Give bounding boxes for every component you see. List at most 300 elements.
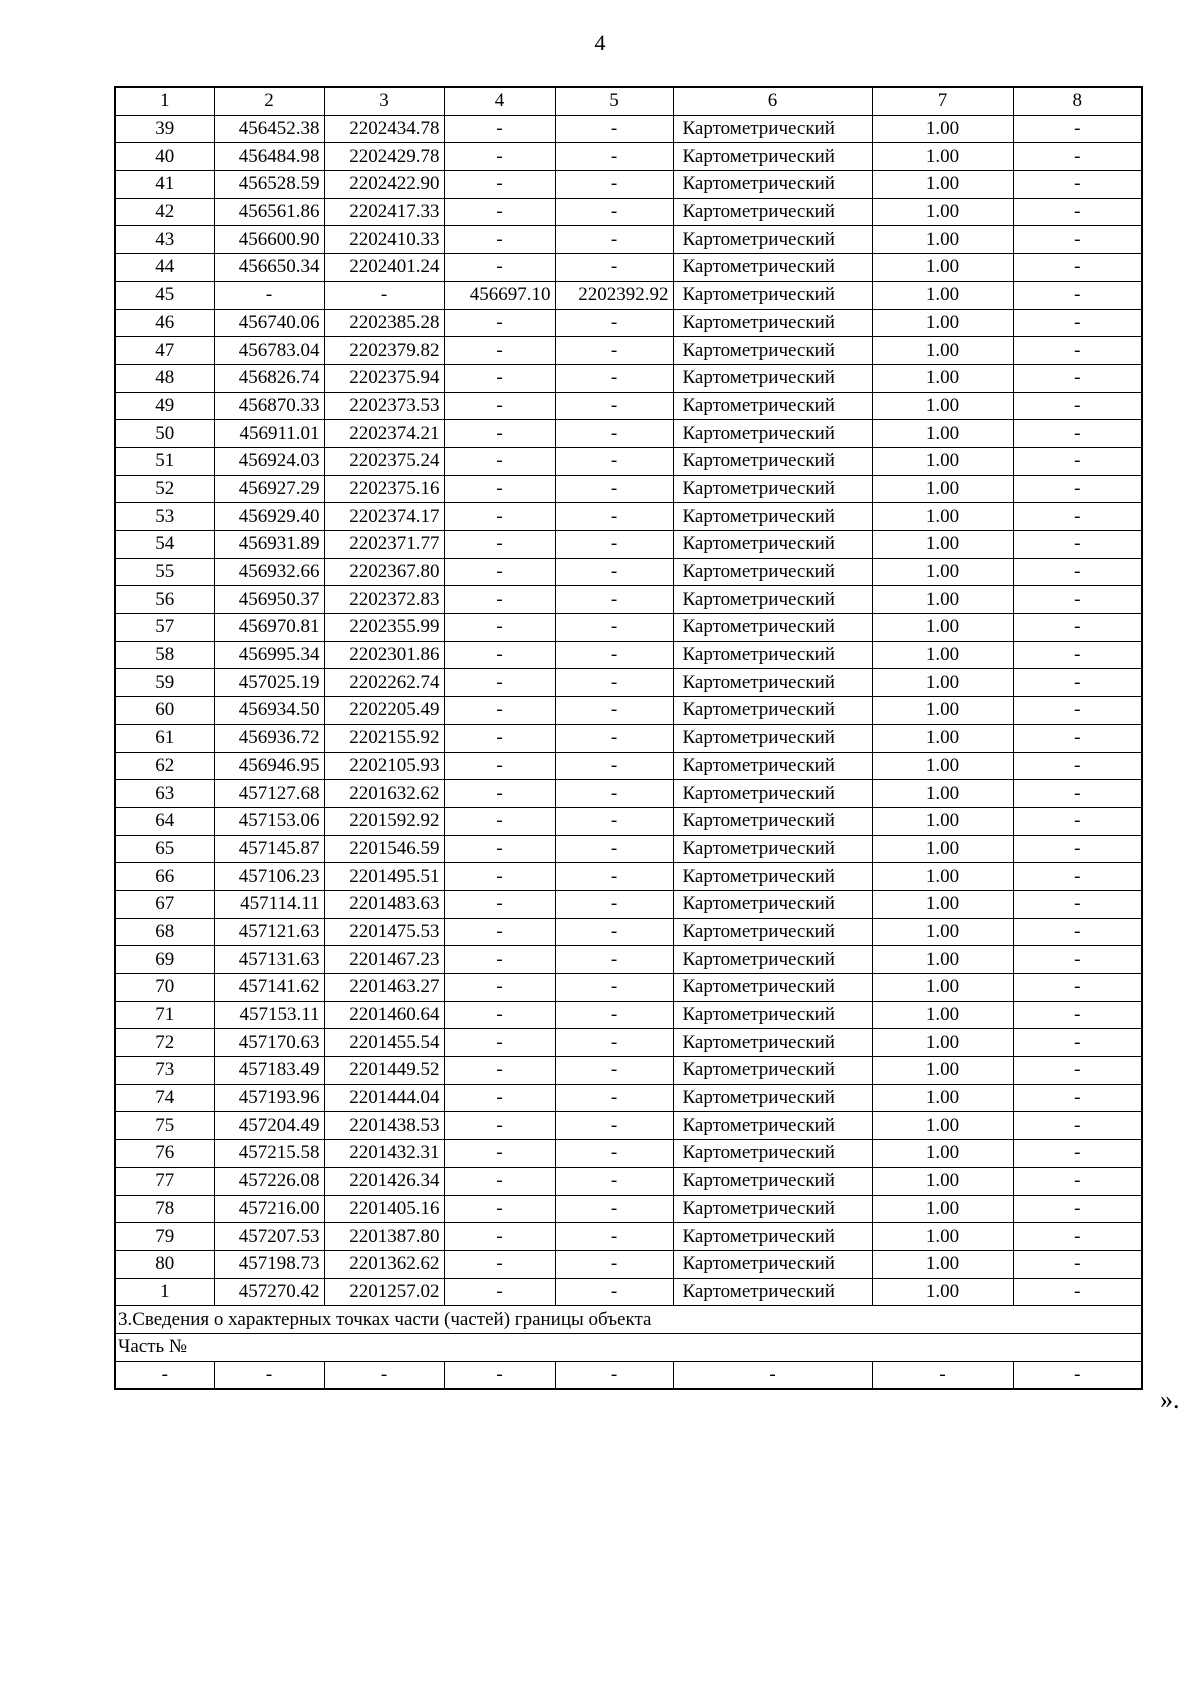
table-cell-col-8: - bbox=[1013, 1195, 1142, 1223]
table-cell-col-1: 56 bbox=[115, 586, 214, 614]
part-label: Часть № bbox=[115, 1333, 1142, 1361]
table-cell-col-8: - bbox=[1013, 1084, 1142, 1112]
table-cell-col-7: 1.00 bbox=[872, 171, 1013, 199]
table-cell-col-1: 55 bbox=[115, 558, 214, 586]
table-cell-col-3: 2201444.04 bbox=[324, 1084, 444, 1112]
table-row bbox=[115, 475, 1142, 503]
table-cell-col-6: Картометрический bbox=[673, 1029, 872, 1057]
table-row bbox=[115, 254, 1142, 282]
column-header-4: 4 bbox=[444, 87, 555, 115]
table-row bbox=[115, 281, 1142, 309]
table-cell-col-4: - bbox=[444, 503, 555, 531]
table-cell-col-8: - bbox=[1013, 807, 1142, 835]
table-cell-col-7: 1.00 bbox=[872, 143, 1013, 171]
column-header-3: 3 bbox=[324, 87, 444, 115]
table-cell-col-3: 2202417.33 bbox=[324, 198, 444, 226]
column-header-6: 6 bbox=[673, 87, 872, 115]
table-cell-col-6: Картометрический bbox=[673, 669, 872, 697]
table-cell-col-4: - bbox=[444, 974, 555, 1002]
table-cell-col-1: 65 bbox=[115, 835, 214, 863]
table-row bbox=[115, 1001, 1142, 1029]
table-cell-col-3: 2201257.02 bbox=[324, 1278, 444, 1306]
table-cell-col-1: 49 bbox=[115, 392, 214, 420]
table-cell-col-7: 1.00 bbox=[872, 586, 1013, 614]
table-cell-col-5: - bbox=[555, 1167, 673, 1195]
table-cell-col-1: 58 bbox=[115, 641, 214, 669]
table-cell-col-2: 456932.66 bbox=[214, 558, 324, 586]
table-cell-col-3: 2202434.78 bbox=[324, 115, 444, 143]
table-cell-col-5: - bbox=[555, 1361, 673, 1389]
section-title-row bbox=[115, 1306, 1142, 1334]
table-cell-col-7: 1.00 bbox=[872, 254, 1013, 282]
table-cell-col-1: 61 bbox=[115, 724, 214, 752]
table-cell-col-2: 457270.42 bbox=[214, 1278, 324, 1306]
table-cell-col-1: 1 bbox=[115, 1278, 214, 1306]
table-cell-col-4: - bbox=[444, 780, 555, 808]
table-cell-col-6: Картометрический bbox=[673, 586, 872, 614]
table-cell-col-4: - bbox=[444, 1278, 555, 1306]
table-cell-col-7: 1.00 bbox=[872, 364, 1013, 392]
table-cell-col-2: 456561.86 bbox=[214, 198, 324, 226]
table-cell-col-5: - bbox=[555, 392, 673, 420]
table-cell-col-4: - bbox=[444, 1057, 555, 1085]
table-cell-col-2: 456936.72 bbox=[214, 724, 324, 752]
table-cell-col-7: 1.00 bbox=[872, 447, 1013, 475]
table-cell-col-6: Картометрический bbox=[673, 1195, 872, 1223]
table-cell-col-4: - bbox=[444, 1084, 555, 1112]
table-cell-col-6: Картометрический bbox=[673, 198, 872, 226]
table-cell-col-1: 69 bbox=[115, 946, 214, 974]
table-cell-col-6: Картометрический bbox=[673, 254, 872, 282]
table-cell-col-2: 456946.95 bbox=[214, 752, 324, 780]
table-cell-col-8: - bbox=[1013, 1361, 1142, 1389]
section-title: 3.Сведения о характерных точках части (частей) границы объекта bbox=[115, 1306, 1142, 1334]
table-cell-col-1: 48 bbox=[115, 364, 214, 392]
table-cell-col-2: 457204.49 bbox=[214, 1112, 324, 1140]
table-cell-col-1: 73 bbox=[115, 1057, 214, 1085]
table-cell-col-3: 2201467.23 bbox=[324, 946, 444, 974]
table-cell-col-8: - bbox=[1013, 447, 1142, 475]
table-cell-col-7: 1.00 bbox=[872, 974, 1013, 1002]
table-body bbox=[115, 87, 1142, 1389]
table-cell-col-1: 45 bbox=[115, 281, 214, 309]
table-cell-col-1: 72 bbox=[115, 1029, 214, 1057]
table-cell-col-3: 2202373.53 bbox=[324, 392, 444, 420]
table-cell-col-4: - bbox=[444, 1112, 555, 1140]
table-cell-col-5: - bbox=[555, 641, 673, 669]
table-cell-col-6: Картометрический bbox=[673, 890, 872, 918]
table-row bbox=[115, 1140, 1142, 1168]
table-cell-col-5: - bbox=[555, 226, 673, 254]
table-cell-col-5: - bbox=[555, 309, 673, 337]
table-cell-col-4: - bbox=[444, 309, 555, 337]
table-cell-col-2: 457198.73 bbox=[214, 1250, 324, 1278]
column-header-5: 5 bbox=[555, 87, 673, 115]
table-cell-col-8: - bbox=[1013, 420, 1142, 448]
table-cell-col-6: Картометрический bbox=[673, 1140, 872, 1168]
table-cell-col-6: Картометрический bbox=[673, 863, 872, 891]
table-cell-col-1: 52 bbox=[115, 475, 214, 503]
table-cell-col-2: 456528.59 bbox=[214, 171, 324, 199]
table-cell-col-8: - bbox=[1013, 392, 1142, 420]
table-row bbox=[115, 835, 1142, 863]
table-cell-col-6: Картометрический bbox=[673, 475, 872, 503]
table-cell-col-6: Картометрический bbox=[673, 1278, 872, 1306]
table-cell-col-5: - bbox=[555, 835, 673, 863]
table-cell-col-7: 1.00 bbox=[872, 807, 1013, 835]
table-cell-col-2: 457141.62 bbox=[214, 974, 324, 1002]
table-cell-col-5: - bbox=[555, 586, 673, 614]
table-cell-col-6: Картометрический bbox=[673, 780, 872, 808]
table-row bbox=[115, 724, 1142, 752]
table-cell-col-5: - bbox=[555, 1223, 673, 1251]
column-header-1: 1 bbox=[115, 87, 214, 115]
table-cell-col-6: Картометрический bbox=[673, 1250, 872, 1278]
table-cell-col-8: - bbox=[1013, 115, 1142, 143]
table-cell-col-4: - bbox=[444, 1140, 555, 1168]
table-cell-col-2: 456600.90 bbox=[214, 226, 324, 254]
page-number: 4 bbox=[594, 30, 606, 55]
table-cell-col-4: - bbox=[444, 918, 555, 946]
table-row bbox=[115, 946, 1142, 974]
table-cell-col-4: - bbox=[444, 447, 555, 475]
table-cell-col-8: - bbox=[1013, 1167, 1142, 1195]
table-cell-col-3: 2201432.31 bbox=[324, 1140, 444, 1168]
table-cell-col-7: 1.00 bbox=[872, 281, 1013, 309]
table-cell-col-7: 1.00 bbox=[872, 1140, 1013, 1168]
table-cell-col-5: - bbox=[555, 1057, 673, 1085]
table-row bbox=[115, 918, 1142, 946]
table-cell-col-4: - bbox=[444, 143, 555, 171]
table-cell-col-3: 2201475.53 bbox=[324, 918, 444, 946]
table-cell-col-4: - bbox=[444, 752, 555, 780]
table-cell-col-3: 2202401.24 bbox=[324, 254, 444, 282]
table-cell-col-1: 67 bbox=[115, 890, 214, 918]
table-cell-col-1: 57 bbox=[115, 614, 214, 642]
table-cell-col-4: - bbox=[444, 835, 555, 863]
table-cell-col-8: - bbox=[1013, 531, 1142, 559]
table-cell-col-7: - bbox=[872, 1361, 1013, 1389]
table-cell-col-5: - bbox=[555, 974, 673, 1002]
table-cell-col-3: 2201632.62 bbox=[324, 780, 444, 808]
table-cell-col-5: - bbox=[555, 752, 673, 780]
table-cell-col-5: - bbox=[555, 780, 673, 808]
table-row bbox=[115, 198, 1142, 226]
table-cell-col-4: - bbox=[444, 337, 555, 365]
table-cell-col-5: - bbox=[555, 531, 673, 559]
table-cell-col-5: - bbox=[555, 475, 673, 503]
table-cell-col-2: 456826.74 bbox=[214, 364, 324, 392]
table-cell-col-1: 43 bbox=[115, 226, 214, 254]
table-cell-col-2: 456924.03 bbox=[214, 447, 324, 475]
table-cell-col-8: - bbox=[1013, 1223, 1142, 1251]
table-cell-col-5: - bbox=[555, 1112, 673, 1140]
table-row bbox=[115, 309, 1142, 337]
table-cell-col-4: 456697.10 bbox=[444, 281, 555, 309]
table-cell-col-1: 75 bbox=[115, 1112, 214, 1140]
table-row bbox=[115, 1112, 1142, 1140]
table-cell-col-1: 59 bbox=[115, 669, 214, 697]
table-cell-col-5: - bbox=[555, 503, 673, 531]
table-cell-col-4: - bbox=[444, 890, 555, 918]
table-cell-col-6: Картометрический bbox=[673, 558, 872, 586]
table-cell-col-7: 1.00 bbox=[872, 863, 1013, 891]
table-row bbox=[115, 115, 1142, 143]
table-cell-col-1: 39 bbox=[115, 115, 214, 143]
table-cell-col-4: - bbox=[444, 641, 555, 669]
table-cell-col-5: - bbox=[555, 918, 673, 946]
table-cell-col-6: Картометрический bbox=[673, 752, 872, 780]
table-cell-col-7: 1.00 bbox=[872, 1195, 1013, 1223]
table-cell-col-6: Картометрический bbox=[673, 1223, 872, 1251]
table-cell-col-5: - bbox=[555, 1140, 673, 1168]
table-cell-col-8: - bbox=[1013, 724, 1142, 752]
table-cell-col-4: - bbox=[444, 1029, 555, 1057]
table-cell-col-6: - bbox=[673, 1361, 872, 1389]
table-cell-col-8: - bbox=[1013, 281, 1142, 309]
table-cell-col-7: 1.00 bbox=[872, 918, 1013, 946]
table-cell-col-8: - bbox=[1013, 1057, 1142, 1085]
table-row bbox=[115, 143, 1142, 171]
table-cell-col-5: - bbox=[555, 1195, 673, 1223]
table-cell-col-5: - bbox=[555, 1250, 673, 1278]
table-cell-col-2: 456931.89 bbox=[214, 531, 324, 559]
table-cell-col-8: - bbox=[1013, 143, 1142, 171]
table-cell-col-4: - bbox=[444, 669, 555, 697]
table-row bbox=[115, 420, 1142, 448]
table-cell-col-1: 50 bbox=[115, 420, 214, 448]
table-cell-col-8: - bbox=[1013, 697, 1142, 725]
table-cell-col-6: Картометрический bbox=[673, 641, 872, 669]
table-cell-col-2: 457207.53 bbox=[214, 1223, 324, 1251]
coordinates-table bbox=[114, 86, 1143, 1390]
table-cell-col-2: 456927.29 bbox=[214, 475, 324, 503]
table-cell-col-2: 457183.49 bbox=[214, 1057, 324, 1085]
table-cell-col-7: 1.00 bbox=[872, 1278, 1013, 1306]
table-cell-col-3: 2202367.80 bbox=[324, 558, 444, 586]
table-cell-col-3: 2202375.94 bbox=[324, 364, 444, 392]
table-cell-col-3: 2201362.62 bbox=[324, 1250, 444, 1278]
table-cell-col-8: - bbox=[1013, 946, 1142, 974]
table-cell-col-3: 2201592.92 bbox=[324, 807, 444, 835]
table-cell-col-5: - bbox=[555, 171, 673, 199]
table-cell-col-3: 2202372.83 bbox=[324, 586, 444, 614]
table-cell-col-5: - bbox=[555, 697, 673, 725]
table-cell-col-5: - bbox=[555, 447, 673, 475]
table-row bbox=[115, 447, 1142, 475]
table-cell-col-5: - bbox=[555, 420, 673, 448]
table-cell-col-7: 1.00 bbox=[872, 1223, 1013, 1251]
table-cell-col-5: - bbox=[555, 115, 673, 143]
table-cell-col-4: - bbox=[444, 1250, 555, 1278]
table-cell-col-3: 2202374.17 bbox=[324, 503, 444, 531]
table-cell-col-3: 2202205.49 bbox=[324, 697, 444, 725]
table-cell-col-4: - bbox=[444, 115, 555, 143]
table-cell-col-7: 1.00 bbox=[872, 420, 1013, 448]
table-cell-col-2: 457145.87 bbox=[214, 835, 324, 863]
table-cell-col-7: 1.00 bbox=[872, 558, 1013, 586]
table-cell-col-1: 68 bbox=[115, 918, 214, 946]
table-cell-col-8: - bbox=[1013, 890, 1142, 918]
table-cell-col-7: 1.00 bbox=[872, 1250, 1013, 1278]
table-cell-col-5: - bbox=[555, 863, 673, 891]
table-cell-col-7: 1.00 bbox=[872, 503, 1013, 531]
table-cell-col-6: Картометрический bbox=[673, 143, 872, 171]
table-cell-col-2: 457215.58 bbox=[214, 1140, 324, 1168]
table-cell-col-1: 40 bbox=[115, 143, 214, 171]
table-cell-col-7: 1.00 bbox=[872, 890, 1013, 918]
table-cell-col-5: - bbox=[555, 198, 673, 226]
table-cell-col-3: 2202429.78 bbox=[324, 143, 444, 171]
table-cell-col-3: 2201387.80 bbox=[324, 1223, 444, 1251]
table-cell-col-1: 54 bbox=[115, 531, 214, 559]
table-cell-col-6: Картометрический bbox=[673, 309, 872, 337]
table-cell-col-7: 1.00 bbox=[872, 309, 1013, 337]
table-cell-col-2: - bbox=[214, 281, 324, 309]
table-cell-col-6: Картометрический bbox=[673, 918, 872, 946]
table-cell-col-4: - bbox=[444, 1223, 555, 1251]
table-cell-col-3: 2201495.51 bbox=[324, 863, 444, 891]
table-cell-col-2: - bbox=[214, 1361, 324, 1389]
table-cell-col-6: Картометрический bbox=[673, 447, 872, 475]
table-row bbox=[115, 863, 1142, 891]
table-cell-col-7: 1.00 bbox=[872, 226, 1013, 254]
table-cell-col-8: - bbox=[1013, 1029, 1142, 1057]
table-cell-col-8: - bbox=[1013, 669, 1142, 697]
table-cell-col-8: - bbox=[1013, 1278, 1142, 1306]
table-cell-col-7: 1.00 bbox=[872, 1112, 1013, 1140]
table-cell-col-2: 456950.37 bbox=[214, 586, 324, 614]
table-cell-col-2: 457170.63 bbox=[214, 1029, 324, 1057]
table-cell-col-2: 457106.23 bbox=[214, 863, 324, 891]
table-cell-col-8: - bbox=[1013, 586, 1142, 614]
table-row bbox=[115, 1057, 1142, 1085]
table-cell-col-1: 46 bbox=[115, 309, 214, 337]
table-cell-col-2: 457193.96 bbox=[214, 1084, 324, 1112]
table-cell-col-2: 456870.33 bbox=[214, 392, 324, 420]
table-cell-col-8: - bbox=[1013, 337, 1142, 365]
table-cell-col-3: - bbox=[324, 281, 444, 309]
table-cell-col-3: 2202374.21 bbox=[324, 420, 444, 448]
table-cell-col-8: - bbox=[1013, 226, 1142, 254]
table-row bbox=[115, 669, 1142, 697]
table-cell-col-4: - bbox=[444, 1001, 555, 1029]
table-cell-col-7: 1.00 bbox=[872, 669, 1013, 697]
table-cell-col-3: 2202385.28 bbox=[324, 309, 444, 337]
closing-quote: ». bbox=[1160, 1385, 1180, 1414]
table-row bbox=[115, 807, 1142, 835]
table-cell-col-2: 456484.98 bbox=[214, 143, 324, 171]
table-cell-col-7: 1.00 bbox=[872, 752, 1013, 780]
table-cell-col-3: 2202422.90 bbox=[324, 171, 444, 199]
table-cell-col-1: 63 bbox=[115, 780, 214, 808]
empty-part-row bbox=[115, 1361, 1142, 1389]
table-cell-col-2: 457153.06 bbox=[214, 807, 324, 835]
column-header-7: 7 bbox=[872, 87, 1013, 115]
table-cell-col-7: 1.00 bbox=[872, 392, 1013, 420]
table-cell-col-8: - bbox=[1013, 780, 1142, 808]
table-cell-col-5: - bbox=[555, 946, 673, 974]
table-cell-col-3: 2201546.59 bbox=[324, 835, 444, 863]
table-cell-col-3: 2201460.64 bbox=[324, 1001, 444, 1029]
table-cell-col-6: Картометрический bbox=[673, 503, 872, 531]
table-row bbox=[115, 558, 1142, 586]
table-cell-col-8: - bbox=[1013, 254, 1142, 282]
table-cell-col-5: - bbox=[555, 1084, 673, 1112]
table-cell-col-7: 1.00 bbox=[872, 198, 1013, 226]
table-cell-col-1: 60 bbox=[115, 697, 214, 725]
table-cell-col-7: 1.00 bbox=[872, 641, 1013, 669]
table-cell-col-2: 457216.00 bbox=[214, 1195, 324, 1223]
table-cell-col-4: - bbox=[444, 1167, 555, 1195]
table-cell-col-6: Картометрический bbox=[673, 420, 872, 448]
table-row bbox=[115, 1167, 1142, 1195]
table-cell-col-7: 1.00 bbox=[872, 614, 1013, 642]
table-cell-col-2: 457114.11 bbox=[214, 890, 324, 918]
table-cell-col-1: 44 bbox=[115, 254, 214, 282]
table-row bbox=[115, 1250, 1142, 1278]
table-row bbox=[115, 1195, 1142, 1223]
table-cell-col-7: 1.00 bbox=[872, 475, 1013, 503]
table-cell-col-6: Картометрический bbox=[673, 337, 872, 365]
table-cell-col-8: - bbox=[1013, 1112, 1142, 1140]
table-cell-col-1: 79 bbox=[115, 1223, 214, 1251]
column-header-2: 2 bbox=[214, 87, 324, 115]
table-cell-col-7: 1.00 bbox=[872, 337, 1013, 365]
table-cell-col-1: 64 bbox=[115, 807, 214, 835]
table-cell-col-4: - bbox=[444, 171, 555, 199]
table-cell-col-7: 1.00 bbox=[872, 1001, 1013, 1029]
table-cell-col-2: 456929.40 bbox=[214, 503, 324, 531]
table-cell-col-3: 2201463.27 bbox=[324, 974, 444, 1002]
table-cell-col-1: - bbox=[115, 1361, 214, 1389]
table-cell-col-7: 1.00 bbox=[872, 946, 1013, 974]
table-cell-col-7: 1.00 bbox=[872, 780, 1013, 808]
table-cell-col-3: 2201455.54 bbox=[324, 1029, 444, 1057]
table-cell-col-2: 456995.34 bbox=[214, 641, 324, 669]
table-cell-col-8: - bbox=[1013, 364, 1142, 392]
table-cell-col-4: - bbox=[444, 1195, 555, 1223]
table-cell-col-4: - bbox=[444, 946, 555, 974]
table-cell-col-2: 457121.63 bbox=[214, 918, 324, 946]
table-cell-col-4: - bbox=[444, 1361, 555, 1389]
part-label-row bbox=[115, 1333, 1142, 1361]
table-cell-col-2: 457153.11 bbox=[214, 1001, 324, 1029]
table-cell-col-6: Картометрический bbox=[673, 171, 872, 199]
table-cell-col-1: 77 bbox=[115, 1167, 214, 1195]
table-cell-col-3: 2201438.53 bbox=[324, 1112, 444, 1140]
table-cell-col-5: - bbox=[555, 614, 673, 642]
table-cell-col-2: 457131.63 bbox=[214, 946, 324, 974]
table-cell-col-1: 47 bbox=[115, 337, 214, 365]
table-cell-col-6: Картометрический bbox=[673, 1001, 872, 1029]
table-cell-col-8: - bbox=[1013, 752, 1142, 780]
table-cell-col-6: Картометрический bbox=[673, 281, 872, 309]
table-row bbox=[115, 1278, 1142, 1306]
table-row bbox=[115, 752, 1142, 780]
table-row bbox=[115, 503, 1142, 531]
table-row bbox=[115, 1084, 1142, 1112]
table-cell-col-5: - bbox=[555, 1278, 673, 1306]
table-cell-col-3: 2202371.77 bbox=[324, 531, 444, 559]
table-cell-col-7: 1.00 bbox=[872, 1029, 1013, 1057]
table-cell-col-8: - bbox=[1013, 641, 1142, 669]
table-cell-col-2: 456452.38 bbox=[214, 115, 324, 143]
table-cell-col-2: 456911.01 bbox=[214, 420, 324, 448]
table-cell-col-3: 2201405.16 bbox=[324, 1195, 444, 1223]
table-cell-col-2: 456650.34 bbox=[214, 254, 324, 282]
table-cell-col-7: 1.00 bbox=[872, 697, 1013, 725]
